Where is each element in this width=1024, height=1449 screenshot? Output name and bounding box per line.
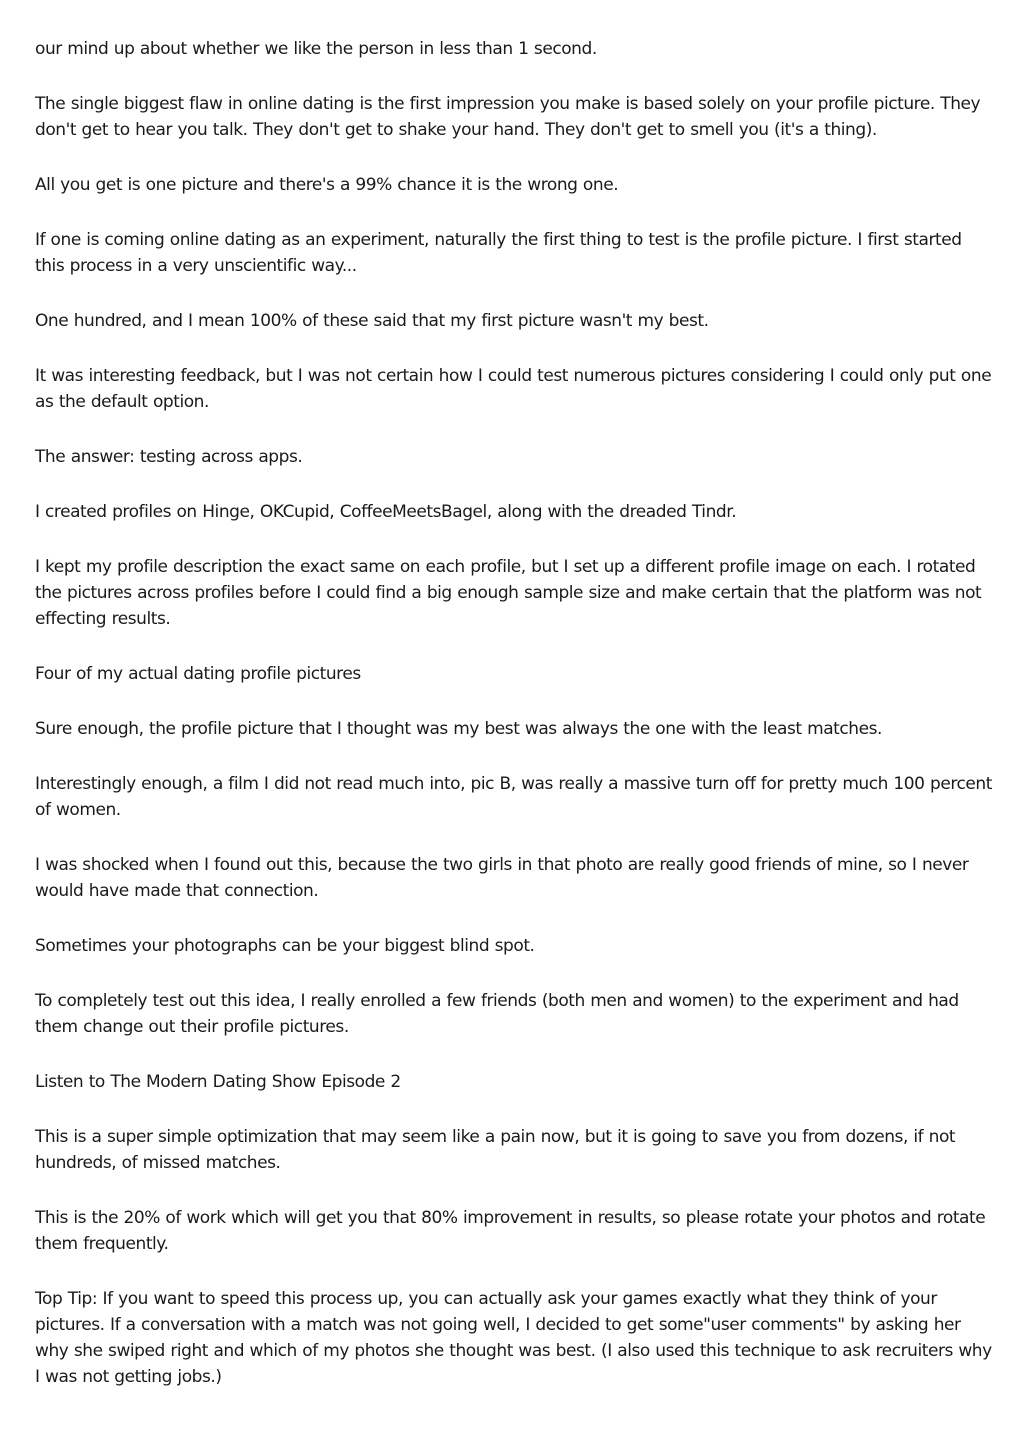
- paragraph: I created profiles on Hinge, OKCupid, CoffeeMeetsBagel, along with the dreaded Tindr.: [35, 502, 737, 522]
- paragraph: It was interesting feedback, but I was not certain how I could test numerous pictures considering I could only put one as the default option.: [35, 366, 992, 412]
- paragraph: Sometimes your photographs can be your biggest blind spot.: [35, 936, 535, 956]
- paragraph: Interestingly enough, a film I did not read much into, pic B, was really a massive turn off for pretty much 100 percent of women.: [35, 774, 992, 820]
- paragraph: I was shocked when I found out this, because the two girls in that photo are really good friends of mine, so I never would have made that connection.: [35, 855, 969, 901]
- paragraph: This is a super simple optimization that may seem like a pain now, but it is going to save you from dozens, if not hundreds, of missed matches.: [35, 1127, 956, 1173]
- paragraph: The answer: testing across apps.: [35, 447, 303, 467]
- paragraph: If one is coming online dating as an experiment, naturally the first thing to test is the profile picture. I first started this process in a very unscientific way...: [35, 230, 962, 276]
- document-body: [35, 36, 995, 1419]
- paragraph: To completely test out this idea, I really enrolled a few friends (both men and women) to the experiment and had them change out their profile pictures.: [35, 991, 959, 1037]
- podcast-link-text: Listen to The Modern Dating Show Episode 2: [35, 1072, 401, 1092]
- image-caption: Four of my actual dating profile pictures: [35, 664, 361, 684]
- paragraph: our mind up about whether we like the person in less than 1 second.: [35, 39, 597, 59]
- top-tip-paragraph: Top Tip: If you want to speed this process up, you can actually ask your games exactly what they think of your pictures. If a conversation with a match was not going well, I decided to get some"user comments" by asking her why she swiped right and which of my photos she thought was best. (I also used this technique to ask recruiters why I was not getting jobs.): [35, 1289, 992, 1387]
- paragraph: All you get is one picture and there's a 99% chance it is the wrong one.: [35, 175, 619, 195]
- paragraph: One hundred, and I mean 100% of these said that my first picture wasn't my best.: [35, 311, 709, 331]
- paragraph: Sure enough, the profile picture that I thought was my best was always the one with the least matches.: [35, 719, 882, 739]
- paragraph: The single biggest flaw in online dating is the first impression you make is based solely on your profile picture. They don't get to hear you talk. They don't get to shake your hand. They don't get to smell you (it's a thing).: [35, 94, 981, 140]
- paragraph: I kept my profile description the exact same on each profile, but I set up a different profile image on each. I rotated the pictures across profiles before I could find a big enough sample size and make certain that the platform was not effecting results.: [35, 557, 982, 629]
- paragraph: This is the 20% of work which will get you that 80% improvement in results, so please rotate your photos and rotate them frequently.: [35, 1208, 986, 1254]
